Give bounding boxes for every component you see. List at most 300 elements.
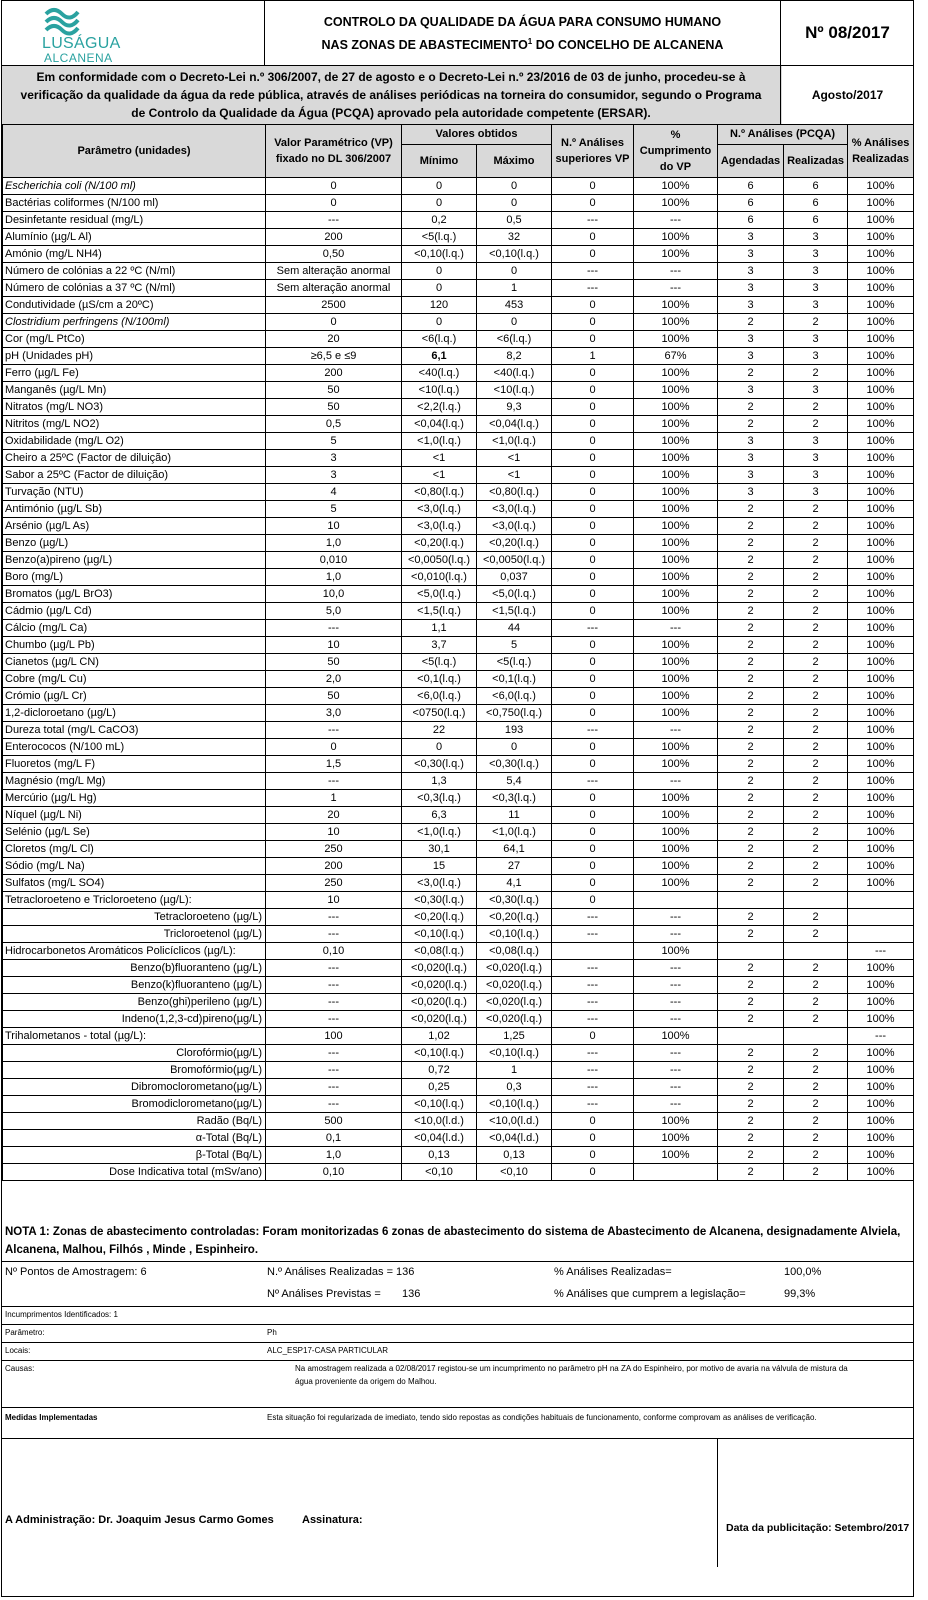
param-name: Cloretos (mg/L Cl) [3, 841, 266, 858]
table-row [3, 603, 914, 620]
realizadas: 2 [784, 977, 848, 994]
realizadas: 2 [784, 722, 848, 739]
pct-cump: 100% [634, 416, 718, 433]
vp-value: --- [266, 1096, 402, 1113]
realizadas: 2 [784, 688, 848, 705]
agendadas: 2 [718, 637, 784, 654]
table-row [3, 1045, 914, 1062]
pct-cump: 100% [634, 178, 718, 195]
pct-cump: 100% [634, 229, 718, 246]
min-value: <0,10 [402, 1164, 477, 1181]
realizadas [784, 943, 848, 960]
realizadas: 2 [784, 1011, 848, 1028]
n-sup: --- [552, 1062, 634, 1079]
realizadas: 2 [784, 518, 848, 535]
pct-cump: 100% [634, 314, 718, 331]
pct-cump: 100% [634, 943, 718, 960]
pct-realizadas: 100% [848, 314, 914, 331]
pct-cump: 100% [634, 535, 718, 552]
min-value: <0,20(l.q.) [402, 535, 477, 552]
col-ag: Agendadas [718, 145, 784, 178]
agendadas: 2 [718, 314, 784, 331]
table-row [3, 484, 914, 501]
table-row [3, 552, 914, 569]
realizadas: 2 [784, 841, 848, 858]
pct-realizadas: 100% [848, 875, 914, 892]
agendadas: 2 [718, 552, 784, 569]
table-row [3, 773, 914, 790]
realizadas: 2 [784, 586, 848, 603]
min-value: 0,13 [402, 1147, 477, 1164]
pct-realizadas: 100% [848, 620, 914, 637]
param-name: Dibromoclorometano(µg/L) [3, 1079, 266, 1096]
agendadas: 2 [718, 1113, 784, 1130]
vp-value: Sem alteração anormal [266, 263, 402, 280]
min-value: <3,0(l.q.) [402, 875, 477, 892]
min-value: <10(l.q.) [402, 382, 477, 399]
vp-value: 10 [266, 824, 402, 841]
vp-value: 10 [266, 518, 402, 535]
min-value: <5(l.q.) [402, 654, 477, 671]
min-value: <0,1(l.q.) [402, 671, 477, 688]
max-value: 1,25 [477, 1028, 552, 1045]
param-name: α-Total (Bq/L) [3, 1130, 266, 1147]
pct-cump: --- [634, 1096, 718, 1113]
n-sup: --- [552, 1045, 634, 1062]
vp-value: 0 [266, 739, 402, 756]
table-row [3, 960, 914, 977]
agendadas: 3 [718, 263, 784, 280]
pct-realizadas: 100% [848, 1062, 914, 1079]
agendadas: 2 [718, 654, 784, 671]
min-value: <3,0(l.q.) [402, 518, 477, 535]
param-name: Clostridium perfringens (N/100ml) [3, 314, 266, 331]
table-row [3, 654, 914, 671]
min-value: 120 [402, 297, 477, 314]
vp-value: 200 [266, 229, 402, 246]
pct-cump: 100% [634, 297, 718, 314]
pct-realizadas: 100% [848, 263, 914, 280]
n-sup: --- [552, 212, 634, 229]
realizadas: 2 [784, 552, 848, 569]
n-sup: 0 [552, 1113, 634, 1130]
pct-realizadas: 100% [848, 297, 914, 314]
min-value: <0,30(l.q.) [402, 892, 477, 909]
min-value: <0,020(l.q.) [402, 977, 477, 994]
pct-cump: 100% [634, 331, 718, 348]
table-row [3, 790, 914, 807]
max-value: 32 [477, 229, 552, 246]
vp-value: 1,0 [266, 535, 402, 552]
pct-cump: 100% [634, 739, 718, 756]
table-row [3, 858, 914, 875]
vp-value: ≥6,5 e ≤9 [266, 348, 402, 365]
min-value: <0,0050(l.q.) [402, 552, 477, 569]
table-row [3, 365, 914, 382]
vp-value: --- [266, 212, 402, 229]
agendadas: 2 [718, 773, 784, 790]
publication-date: Data da publicitação: Setembro/2017 [726, 1522, 910, 1534]
vp-value: --- [266, 1045, 402, 1062]
agendadas: 2 [718, 569, 784, 586]
min-value: 0,2 [402, 212, 477, 229]
min-value: <0,020(l.q.) [402, 960, 477, 977]
water-waves-icon [44, 6, 80, 36]
table-row [3, 229, 914, 246]
vp-value: --- [266, 994, 402, 1011]
realizadas: 2 [784, 705, 848, 722]
param-name: Bromodiclorometano(µg/L) [3, 1096, 266, 1113]
min-value: 30,1 [402, 841, 477, 858]
pct-cump: 100% [634, 399, 718, 416]
agendadas: 2 [718, 1096, 784, 1113]
table-row [3, 841, 914, 858]
param-name: Benzo(ghi)perileno (µg/L) [3, 994, 266, 1011]
title-line-2: NAS ZONAS DE ABASTECIMENTO$^1$ DO CONCELHO DE ALCANENA [321, 37, 724, 53]
vp-value: 3 [266, 450, 402, 467]
table-row [3, 620, 914, 637]
pct-realizadas [848, 909, 914, 926]
min-value: 3,7 [402, 637, 477, 654]
vp-value: 1,5 [266, 756, 402, 773]
param-name: Mercúrio (µg/L Hg) [3, 790, 266, 807]
pct-realizadas: 100% [848, 501, 914, 518]
pct-realizadas: 100% [848, 484, 914, 501]
table-row [3, 382, 914, 399]
table-row [3, 1028, 914, 1045]
n-sup: 0 [552, 586, 634, 603]
agendadas: 2 [718, 1130, 784, 1147]
signature-row [2, 1439, 913, 1594]
n-sup: 0 [552, 790, 634, 807]
vp-value: 5 [266, 501, 402, 518]
pct-cump: 100% [634, 246, 718, 263]
table-row [3, 926, 914, 943]
realizadas: 2 [784, 1062, 848, 1079]
pct-cump: --- [634, 960, 718, 977]
pct-realizadas: 100% [848, 552, 914, 569]
n-sup: --- [552, 722, 634, 739]
realizadas: 3 [784, 246, 848, 263]
vp-value: 250 [266, 875, 402, 892]
table-row [3, 246, 914, 263]
max-value: 1 [477, 1062, 552, 1079]
vp-value: 0 [266, 195, 402, 212]
realizadas: 3 [784, 484, 848, 501]
agendadas: 2 [718, 960, 784, 977]
param-name: Fluoretos (mg/L F) [3, 756, 266, 773]
n-sup: 0 [552, 637, 634, 654]
agendadas: 2 [718, 790, 784, 807]
param-name: Tricloroetenol (µg/L) [3, 926, 266, 943]
vp-value: 1 [266, 790, 402, 807]
pct-cump [634, 1164, 718, 1181]
param-name: Chumbo (µg/L Pb) [3, 637, 266, 654]
agendadas: 3 [718, 331, 784, 348]
realizadas: 3 [784, 450, 848, 467]
agendadas: 6 [718, 178, 784, 195]
pontos-amostragem: Nº Pontos de Amostragem: 6 [5, 1266, 147, 1278]
col-valores: Valores obtidos [402, 125, 552, 145]
col-vp: Valor Paramétrico (VP) fixado no DL 306/2007 [266, 125, 402, 178]
agendadas: 2 [718, 977, 784, 994]
agendadas: 2 [718, 586, 784, 603]
pct-realizadas: 100% [848, 348, 914, 365]
pct-realizadas: 100% [848, 739, 914, 756]
max-value: <0,30(l.q.) [477, 756, 552, 773]
pct-cump: 100% [634, 467, 718, 484]
agendadas: 3 [718, 246, 784, 263]
agendadas: 3 [718, 229, 784, 246]
realizadas: 2 [784, 756, 848, 773]
vp-value: 10 [266, 892, 402, 909]
agendadas: 2 [718, 722, 784, 739]
intro-section [2, 66, 913, 125]
vp-value: 5 [266, 433, 402, 450]
table-row [3, 1062, 914, 1079]
pct-realizadas: 100% [848, 1096, 914, 1113]
agendadas: 2 [718, 1062, 784, 1079]
pct-realizadas: 100% [848, 790, 914, 807]
n-sup: 0 [552, 178, 634, 195]
pct-cump: --- [634, 994, 718, 1011]
param-name: Manganês (µg/L Mn) [3, 382, 266, 399]
pct-realizadas: 100% [848, 280, 914, 297]
min-value: <6,0(l.q.) [402, 688, 477, 705]
pct-cump: --- [634, 909, 718, 926]
pct-realizadas: 100% [848, 705, 914, 722]
vp-value: 3 [266, 467, 402, 484]
max-value: 0,3 [477, 1079, 552, 1096]
min-value: 0,25 [402, 1079, 477, 1096]
agendadas: 2 [718, 535, 784, 552]
realizadas: 2 [784, 637, 848, 654]
min-value: <1,5(l.q.) [402, 603, 477, 620]
pct-realizadas: 100% [848, 603, 914, 620]
n-sup: 0 [552, 246, 634, 263]
realizadas: 3 [784, 297, 848, 314]
pct-realizadas [848, 892, 914, 909]
realizadas: 2 [784, 790, 848, 807]
vp-value: 200 [266, 858, 402, 875]
pct-cump [634, 892, 718, 909]
param-name: Antimónio (µg/L Sb) [3, 501, 266, 518]
report-title [265, 1, 781, 65]
min-value: <0,010(l.q.) [402, 569, 477, 586]
pct-cump: 100% [634, 807, 718, 824]
vp-value: --- [266, 926, 402, 943]
pct-cump: --- [634, 1011, 718, 1028]
company-logo [2, 1, 265, 65]
pct-realizadas: 100% [848, 212, 914, 229]
agendadas: 2 [718, 1147, 784, 1164]
vp-value: --- [266, 960, 402, 977]
agendadas: 2 [718, 807, 784, 824]
pct-realizadas: --- [848, 1028, 914, 1045]
pct-cump: 100% [634, 484, 718, 501]
pct-cump: 100% [634, 501, 718, 518]
max-value: <0,10(l.q.) [477, 926, 552, 943]
pct-realizadas: 100% [848, 756, 914, 773]
causas-row: Causas: Na amostragem realizada a 02/08/2017 registou-se um incumprimento no parâmetro pH na ZA do Espinheiro, por motivo de avaria na válvula de mistura da água proveniente da origem do Malhou. [2, 1361, 913, 1408]
max-value: <0,10(l.q.) [477, 1096, 552, 1113]
agendadas: 2 [718, 671, 784, 688]
realizadas: 6 [784, 178, 848, 195]
realizadas: 3 [784, 263, 848, 280]
pct-realizadas [848, 926, 914, 943]
col-param: Parâmetro (unidades) [3, 125, 266, 178]
realizadas: 2 [784, 399, 848, 416]
n-sup: 0 [552, 552, 634, 569]
vp-value: 50 [266, 654, 402, 671]
col-nsup: N.º Análises superiores VP [552, 125, 634, 178]
pct-realizadas: 100% [848, 722, 914, 739]
pct-cump: 100% [634, 756, 718, 773]
table-row [3, 195, 914, 212]
note-1: NOTA 1: Zonas de abastecimento controladas: Foram monitorizadas 6 zonas de abastecimento do sistema de Abastecimento de Alcanena, designadamente Alviela, Alcanena, Malhou, Filhós , Minde , Espinheiro. [2, 1223, 913, 1262]
vp-value: --- [266, 1079, 402, 1096]
realizadas: 2 [784, 824, 848, 841]
pct-realizadas: 100% [848, 569, 914, 586]
max-value: <0,10(l.q.) [477, 1045, 552, 1062]
pct-realizadas: 100% [848, 654, 914, 671]
table-row [3, 994, 914, 1011]
table-row [3, 314, 914, 331]
pct-cump: --- [634, 1062, 718, 1079]
vp-value: --- [266, 773, 402, 790]
pct-cump: --- [634, 212, 718, 229]
pct-cump: --- [634, 926, 718, 943]
realizadas: 2 [784, 620, 848, 637]
pct-realizadas: 100% [848, 841, 914, 858]
pct-realizadas-label: % Análises Realizadas= [554, 1266, 672, 1278]
n-sup: 0 [552, 875, 634, 892]
agendadas: 3 [718, 348, 784, 365]
param-name: Alumínio (µg/L Al) [3, 229, 266, 246]
vp-value: 5,0 [266, 603, 402, 620]
max-value: 453 [477, 297, 552, 314]
vp-value: 0,50 [266, 246, 402, 263]
table-row [3, 1164, 914, 1181]
pct-cump: --- [634, 1045, 718, 1062]
param-name: Nitritos (mg/L NO2) [3, 416, 266, 433]
n-sup: 0 [552, 824, 634, 841]
pct-realizadas: 100% [848, 1147, 914, 1164]
param-name: Condutividade (µS/cm a 20ºC) [3, 297, 266, 314]
n-sup: 0 [552, 484, 634, 501]
realizadas: 2 [784, 603, 848, 620]
table-row [3, 348, 914, 365]
realizadas: 2 [784, 739, 848, 756]
param-name: β-Total (Bq/L) [3, 1147, 266, 1164]
vp-value: 3,0 [266, 705, 402, 722]
realizadas: 2 [784, 909, 848, 926]
min-value: <0,020(l.q.) [402, 994, 477, 1011]
agendadas: 2 [718, 841, 784, 858]
vp-value: 20 [266, 331, 402, 348]
param-name: Cobre (mg/L Cu) [3, 671, 266, 688]
max-value: 0,5 [477, 212, 552, 229]
param-name: Cálcio (mg/L Ca) [3, 620, 266, 637]
report-month: Agosto/2017 [782, 66, 913, 124]
table-row [3, 824, 914, 841]
pct-realizadas: 100% [848, 688, 914, 705]
signature-label: Assinatura: [302, 1514, 363, 1526]
pct-realizadas: 100% [848, 229, 914, 246]
realizadas: 3 [784, 280, 848, 297]
max-value: <1,0(l.q.) [477, 824, 552, 841]
vp-value: 50 [266, 399, 402, 416]
max-value: <1 [477, 450, 552, 467]
n-sup: --- [552, 1011, 634, 1028]
param-name: pH (Unidades pH) [3, 348, 266, 365]
realizadas: 2 [784, 1164, 848, 1181]
pct-cump: 100% [634, 824, 718, 841]
param-name: Trihalometanos - total (µg/L): [3, 1028, 266, 1045]
table-row [3, 892, 914, 909]
max-value: <0,04(l.d.) [477, 1130, 552, 1147]
min-value: <0,10(l.q.) [402, 1096, 477, 1113]
pct-realizadas: 100% [848, 773, 914, 790]
min-value: 6,1 [402, 348, 477, 365]
table-row [3, 671, 914, 688]
max-value: 0 [477, 178, 552, 195]
param-name: Sabor a 25ºC (Factor de diluição) [3, 467, 266, 484]
param-name: Hidrocarbonetos Aromáticos Policíclicos (µg/L): [3, 943, 266, 960]
agendadas: 6 [718, 212, 784, 229]
min-value: 22 [402, 722, 477, 739]
vp-value: 10 [266, 637, 402, 654]
param-name: Magnésio (mg/L Mg) [3, 773, 266, 790]
pct-cump: 100% [634, 637, 718, 654]
pct-cump: 100% [634, 450, 718, 467]
n-sup: 0 [552, 1147, 634, 1164]
pct-cump: 100% [634, 790, 718, 807]
param-name: Crómio (µg/L Cr) [3, 688, 266, 705]
pct-cump: 100% [634, 688, 718, 705]
pct-realizadas: 100% [848, 858, 914, 875]
max-value: <6(l.q.) [477, 331, 552, 348]
pct-realizadas: 100% [848, 807, 914, 824]
vp-value: 0,10 [266, 1164, 402, 1181]
vp-value: 0,1 [266, 1130, 402, 1147]
table-row [3, 909, 914, 926]
max-value: 1 [477, 280, 552, 297]
min-value: <10,0(l.d.) [402, 1113, 477, 1130]
agendadas: 2 [718, 756, 784, 773]
pct-realizadas: 100% [848, 433, 914, 450]
table-row [3, 178, 914, 195]
n-sup: 0 [552, 416, 634, 433]
max-value: 44 [477, 620, 552, 637]
min-value: <40(l.q.) [402, 365, 477, 382]
agendadas: 2 [718, 994, 784, 1011]
pct-realizadas: 100% [848, 1113, 914, 1130]
agendadas: 3 [718, 484, 784, 501]
min-value: <2,2(l.q.) [402, 399, 477, 416]
report-footer [2, 1223, 913, 1594]
max-value: <0,750(l.q.) [477, 705, 552, 722]
agendadas: 2 [718, 620, 784, 637]
table-row [3, 1113, 914, 1130]
max-value: <0,10 [477, 1164, 552, 1181]
table-row [3, 705, 914, 722]
max-value: <40(l.q.) [477, 365, 552, 382]
max-value: 0 [477, 739, 552, 756]
medidas-value: Esta situação foi regularizada de imediato, tendo sido repostas as condições habituais de funcionamento, conforme comprovam as análises de verificação. [267, 1413, 817, 1422]
max-value: 8,2 [477, 348, 552, 365]
n-sup: 0 [552, 467, 634, 484]
